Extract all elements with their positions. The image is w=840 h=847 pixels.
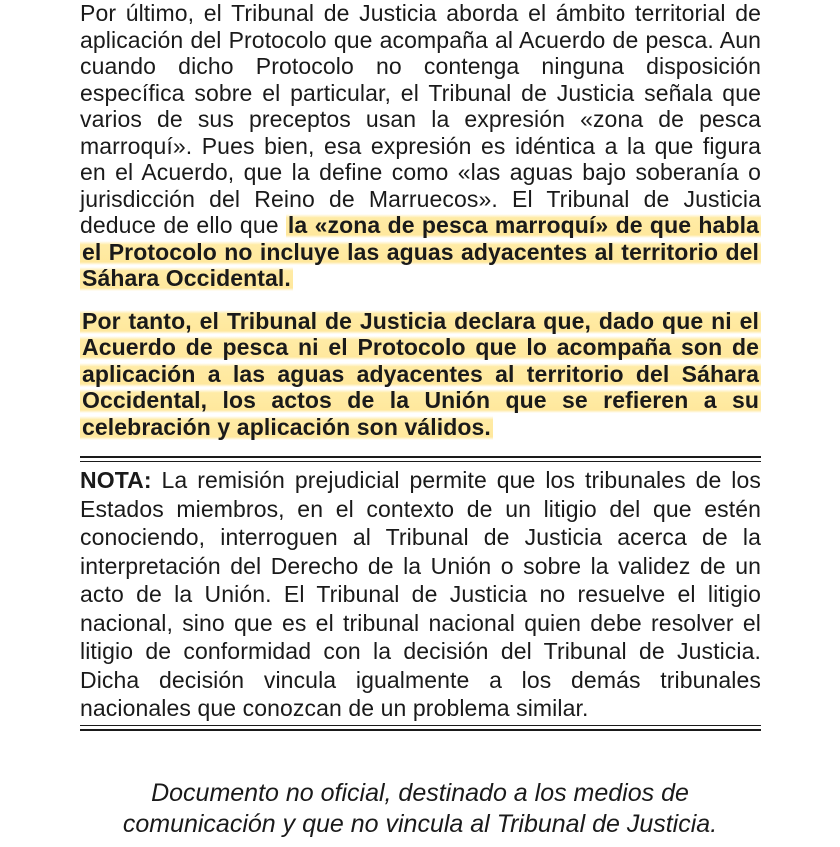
disclaimer-footer xyxy=(0,778,840,840)
paragraph-territorial-scope xyxy=(80,0,761,292)
note-top-divider xyxy=(80,456,761,462)
note-text: La remisión prejudicial permite que los tribunales de los Estados miembros, en el contexto de un litigio del que estén conociendo, interroguen al Tribunal de Justicia acerca de la interpretación del Derecho de la Unión o sobre la validez de un acto de la Unión. El Tribunal de Justicia no resuelve el litigio nacional, sino que es el tribunal nacional quien debe resolver el litigio de conformidad con la decisión del Tribunal de Justicia. Dicha decisión vincula igualmente a los demás tribunales nacionales que conozcan de un problema similar. xyxy=(80,467,761,721)
paragraph-conclusion xyxy=(80,308,761,441)
document-body xyxy=(80,0,761,731)
note-label: NOTA: xyxy=(80,467,152,493)
paragraph-2-highlight: Por tanto, el Tribunal de Justicia declara que, dado que ni el Acuerdo de pesca ni el Protocolo que lo acompaña son de aplicación a las aguas adyacentes al territorio del Sáhara Occidental, los actos de la Unión que se refieren a su celebración y aplicación son válidos. xyxy=(82,307,759,440)
disclaimer-line-1: Documento no oficial, destinado a los medios de xyxy=(151,779,689,807)
paragraph-1-highlight: la «zona de pesca marroquí» de que habla el Protocolo no incluye las aguas adyacentes al territorio del Sáhara Occidental. xyxy=(82,212,759,291)
disclaimer-line-2: comunicación y que no vincula al Tribunal de Justicia. xyxy=(122,810,718,838)
note-bottom-divider xyxy=(80,725,761,731)
note-box xyxy=(80,466,761,723)
paragraph-1-text: Por último, el Tribunal de Justicia aborda el ámbito territorial de aplicación del Protocolo que acompaña al Acuerdo de pesca. Aun cuando dicho Protocolo no contenga ninguna disposición específica sobre el particular, el Tribunal de Justicia señala que varios de sus preceptos usan la expresión «zona de pesca marroquí». Pues bien, esa expresión es idéntica a la que figura en el Acuerdo, que la define como «las aguas bajo soberanía o jurisdicción del Reino de Marruecos». El Tribunal de Justicia deduce de ello que xyxy=(80,0,761,238)
